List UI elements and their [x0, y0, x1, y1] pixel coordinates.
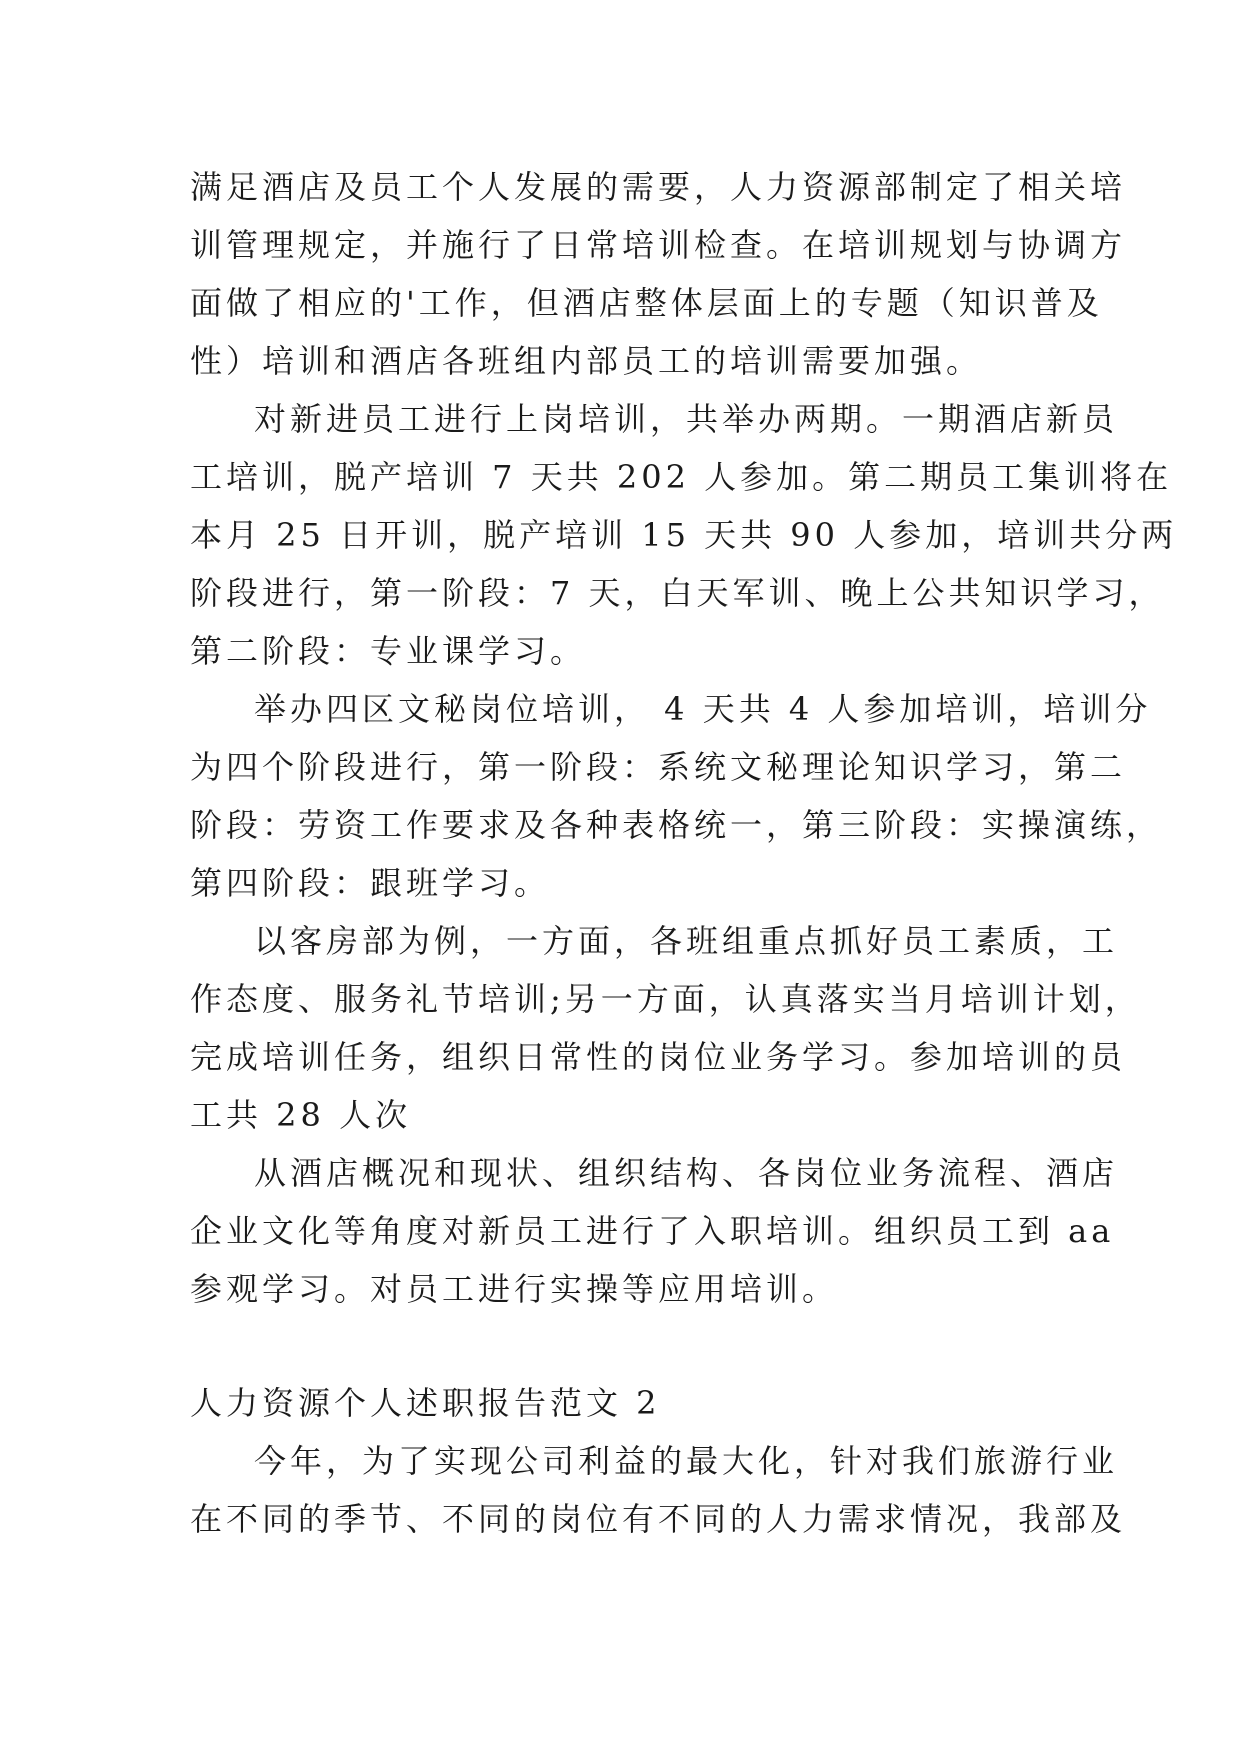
text-line: 今年，为了实现公司利益的最大化，针对我们旅游行业: [254, 1442, 1119, 1480]
text-line: 第四阶段：跟班学习。: [190, 864, 551, 902]
text-line: 从酒店概况和现状、组织结构、各岗位业务流程、酒店: [254, 1154, 1119, 1192]
text-line: 面做了相应的'工作，但酒店整体层面上的专题（知识普及: [190, 284, 1103, 322]
text-line: 满足酒店及员工个人发展的需要，人力资源部制定了相关培: [190, 168, 1127, 206]
text-line: 本月 25 日开训，脱产培训 15 天共 90 人参加，培训共分两: [190, 516, 1178, 554]
section-heading: 人力资源个人述职报告范文 2: [190, 1384, 661, 1422]
document-body: [190, 158, 1178, 1548]
text-line: 作态度、服务礼节培训;另一方面，认真落实当月培训计划，: [190, 980, 1141, 1018]
text-line: 在不同的季节、不同的岗位有不同的人力需求情况，我部及: [190, 1500, 1127, 1538]
text-line: 阶段进行，第一阶段：7 天，白天军训、晚上公共知识学习，: [190, 574, 1165, 612]
paragraph-secretary-training: [190, 680, 1163, 912]
text-line: 工共 28 人次: [190, 1096, 412, 1134]
paragraph-housekeeping-example: [190, 912, 1141, 1144]
text-line: 工培训，脱产培训 7 天共 202 人参加。第二期员工集训将在: [190, 458, 1173, 496]
text-line: 企业文化等角度对新员工进行了入职培训。组织员工到 aa: [190, 1212, 1115, 1250]
text-line: 第二阶段：专业课学习。: [190, 632, 587, 670]
text-line: 以客房部为例，一方面，各班组重点抓好员工素质，工: [254, 922, 1119, 960]
text-line: 为四个阶段进行，第一阶段：系统文秘理论知识学习，第二: [190, 748, 1127, 786]
text-line: 训管理规定，并施行了日常培训检查。在培训规划与协调方: [190, 226, 1127, 264]
text-line: 对新进员工进行上岗培训，共举办两期。一期酒店新员: [254, 400, 1119, 438]
paragraph-induction-training: [190, 1144, 1119, 1318]
text-line: 完成培训任务，组织日常性的岗位业务学习。参加培训的员: [190, 1038, 1127, 1076]
text-line: 性）培训和酒店各班组内部员工的培训需要加强。: [190, 342, 983, 380]
text-line: 参观学习。对员工进行实操等应用培训。: [190, 1270, 839, 1308]
text-line: 阶段：劳资工作要求及各种表格统一，第三阶段：实操演练，: [190, 806, 1163, 844]
paragraph-training-summary: [190, 158, 1127, 390]
paragraph-new-staff-training: [190, 390, 1178, 680]
text-line: 举办四区文秘岗位培训， 4 天共 4 人参加培训，培训分: [254, 690, 1152, 728]
paragraph-section-2-intro: [190, 1432, 1127, 1548]
